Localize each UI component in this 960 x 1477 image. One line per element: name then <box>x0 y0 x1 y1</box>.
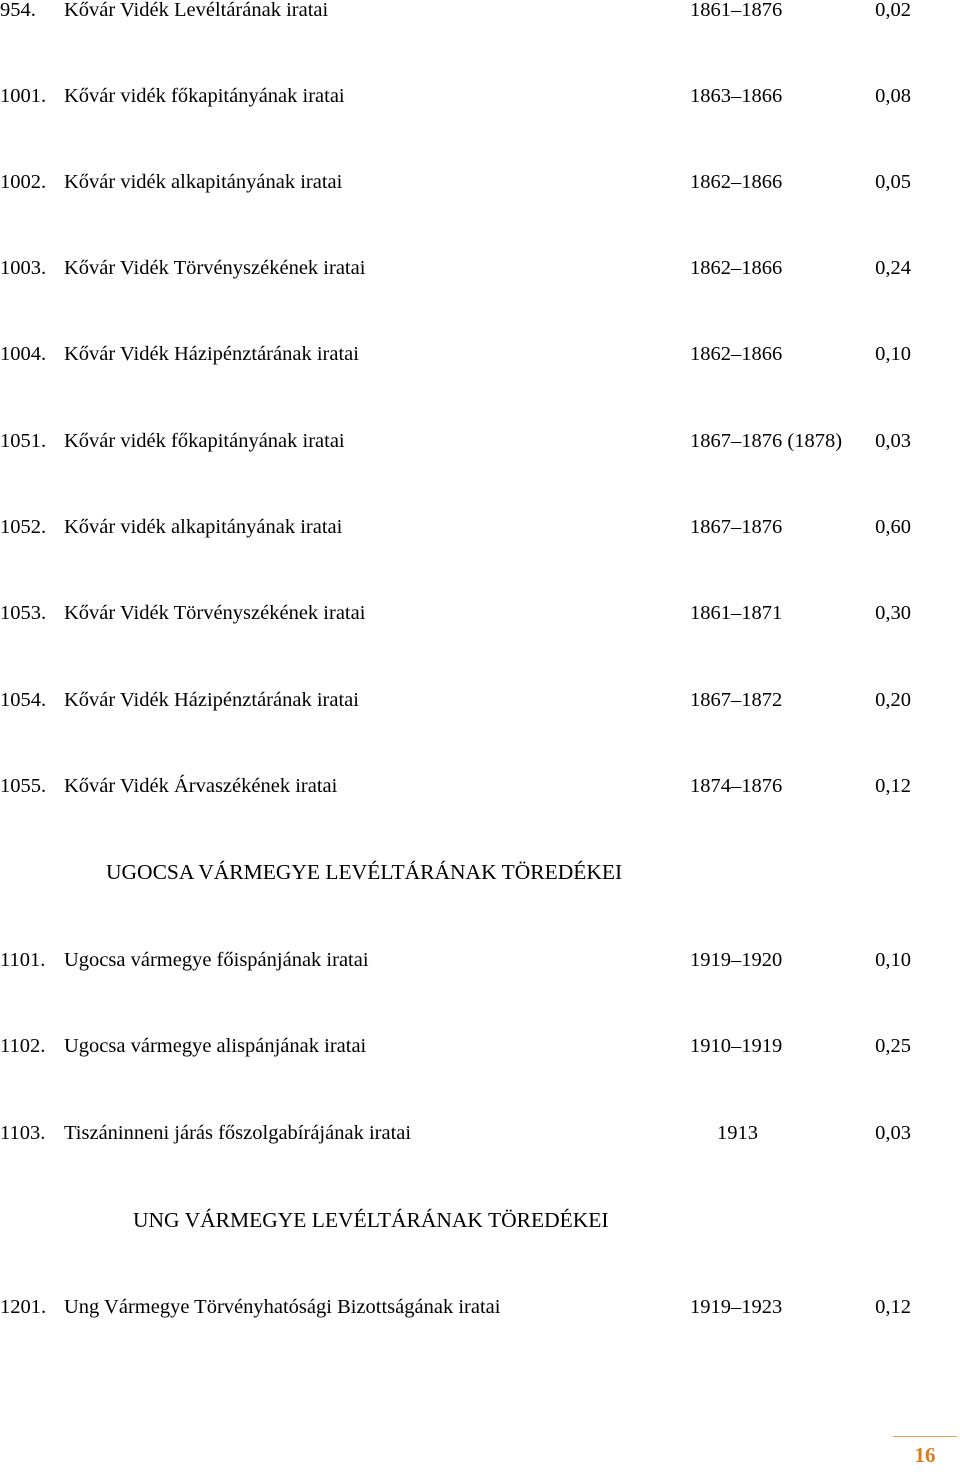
record-years: 1913 <box>717 1122 758 1144</box>
record-title: Kővár Vidék Levéltárának iratai <box>64 0 329 21</box>
record-quantity: 0,10 <box>875 949 911 971</box>
record-title: Kővár Vidék Házipénztárának iratai <box>64 689 359 711</box>
record-title: Kővár vidék főkapitányának iratai <box>64 85 345 107</box>
record-title: Kővár Vidék Törvényszékének iratai <box>64 602 366 624</box>
record-number: 1003. <box>0 257 47 279</box>
record-number: 1101. <box>0 949 46 971</box>
record-row <box>0 945 960 975</box>
record-row <box>0 1292 960 1322</box>
page-footer <box>893 1436 957 1468</box>
record-quantity: 0,60 <box>875 516 911 538</box>
record-number: 1001. <box>0 85 47 107</box>
record-number: 1051. <box>0 430 47 452</box>
record-row <box>0 81 960 111</box>
record-title: Kővár Vidék Törvényszékének iratai <box>64 257 366 279</box>
record-title: Tiszáninneni járás főszolgabírájának iratai <box>64 1122 412 1144</box>
record-quantity: 0,24 <box>875 257 911 279</box>
record-quantity: 0,12 <box>875 1296 911 1318</box>
record-row <box>0 0 960 25</box>
record-years: 1861–1876 <box>690 0 783 21</box>
record-number: 1053. <box>0 602 47 624</box>
section-heading-ung: UNG VÁRMEGYE LEVÉLTÁRÁNAK TÖREDÉKEI <box>133 1208 609 1232</box>
record-quantity: 0,05 <box>875 171 911 193</box>
record-years: 1919–1920 <box>690 949 783 971</box>
record-number: 1201. <box>0 1296 47 1318</box>
record-number: 1055. <box>0 775 47 797</box>
record-title: Ugocsa vármegye alispánjának iratai <box>64 1035 367 1057</box>
record-row <box>0 339 960 369</box>
record-quantity: 0,03 <box>875 1122 911 1144</box>
record-years: 1867–1876 (1878) <box>690 430 843 452</box>
record-quantity: 0,02 <box>875 0 911 21</box>
record-number: 1052. <box>0 516 47 538</box>
record-years: 1867–1872 <box>690 689 783 711</box>
record-number: 1054. <box>0 689 47 711</box>
record-years: 1862–1866 <box>690 171 783 193</box>
record-years: 1919–1923 <box>690 1296 783 1318</box>
record-row <box>0 512 960 542</box>
record-title: Kővár vidék főkapitányának iratai <box>64 430 345 452</box>
record-quantity: 0,20 <box>875 689 911 711</box>
record-years: 1862–1866 <box>690 343 783 365</box>
record-title: Kővár Vidék Házipénztárának iratai <box>64 343 359 365</box>
record-title: Kővár Vidék Árvaszékének iratai <box>64 775 338 797</box>
record-title: Kővár vidék alkapitányának iratai <box>64 516 343 538</box>
record-row <box>0 1031 960 1061</box>
record-row <box>0 426 960 456</box>
record-title: Ugocsa vármegye főispánjának iratai <box>64 949 369 971</box>
record-quantity: 0,08 <box>875 85 911 107</box>
record-title: Kővár vidék alkapitányának iratai <box>64 171 343 193</box>
record-years: 1874–1876 <box>690 775 783 797</box>
record-row <box>0 598 960 628</box>
record-years: 1863–1866 <box>690 85 783 107</box>
record-row <box>0 253 960 283</box>
record-quantity: 0,25 <box>875 1035 911 1057</box>
record-years: 1862–1866 <box>690 257 783 279</box>
record-years: 1867–1876 <box>690 516 783 538</box>
record-number: 954. <box>0 0 36 21</box>
record-number: 1102. <box>0 1035 46 1057</box>
record-number: 1002. <box>0 171 47 193</box>
record-years: 1910–1919 <box>690 1035 783 1057</box>
record-title: Ung Vármegye Törvényhatósági Bizottságának iratai <box>64 1296 501 1318</box>
record-number: 1004. <box>0 343 47 365</box>
record-row <box>0 167 960 197</box>
record-row <box>0 771 960 801</box>
record-row <box>0 685 960 715</box>
record-row <box>0 1118 960 1148</box>
record-quantity: 0,12 <box>875 775 911 797</box>
record-number: 1103. <box>0 1122 46 1144</box>
record-quantity: 0,30 <box>875 602 911 624</box>
record-years: 1861–1871 <box>690 602 783 624</box>
record-quantity: 0,03 <box>875 430 911 452</box>
section-heading-ugocsa: UGOCSA VÁRMEGYE LEVÉLTÁRÁNAK TÖREDÉKEI <box>106 860 623 884</box>
record-quantity: 0,10 <box>875 343 911 365</box>
page-number: 16 <box>914 1443 936 1467</box>
